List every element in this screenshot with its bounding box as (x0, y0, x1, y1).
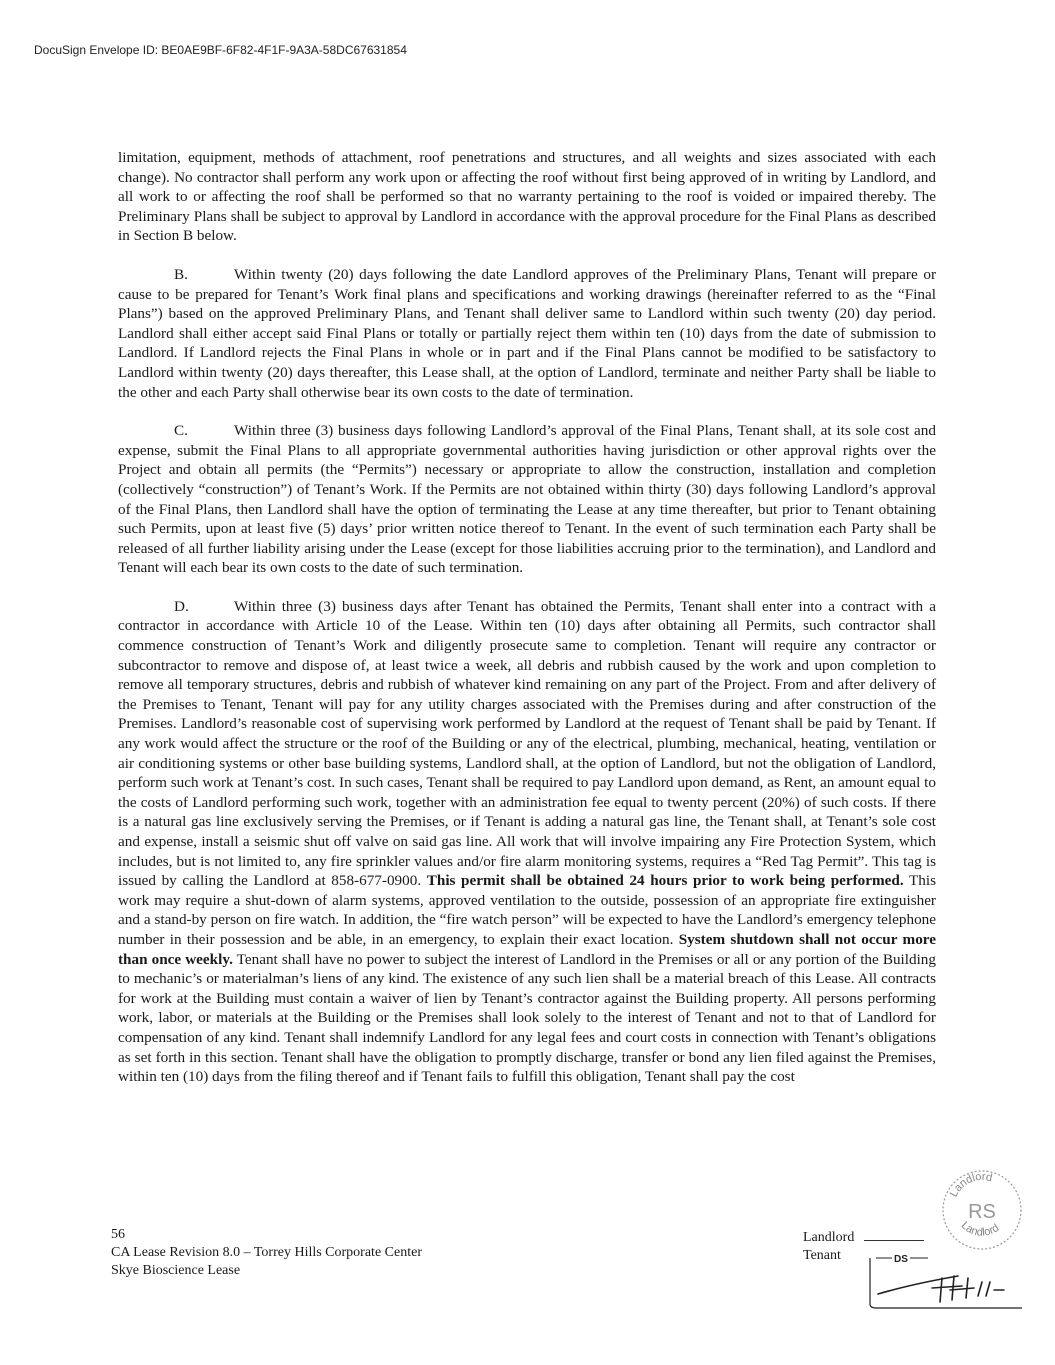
landlord-label: Landlord (803, 1230, 855, 1245)
ds-label: DS (894, 1254, 908, 1265)
paragraph-b-text: Within twenty (20) days following the date Landlord approves of the Preliminary Plans, Tenant will prepare or cause to be prepared for Tenant’s Work final plans and specifications and working drawings (hereinafter referred to as the “Final Plans”) based on the approved Preliminary Plans, and Tenant shall deliver same to Landlord within such twenty (20) day period. Landlord shall either accept said Final Plans or totally or partially reject them within ten (10) days from the date of submission to Landlord. If Landlord rejects the Final Plans in whole or in part and if the Final Plans cannot be modified to be satisfactory to Landlord within twenty (20) days thereafter, this Lease shall, at the option of Landlord, terminate and neither Party shall be liable to the other and each Party shall otherwise bear its own costs to the date of termination. (118, 265, 936, 401)
paragraph-d-text-3: Tenant shall have no power to subject the interest of Landlord in the Premises or all or any portion of the Building to mechanic’s or materialman’s liens of any kind. The existence of any such lien shall be a material breach of this Lease. All contracts for work at the Building must contain a waiver of lien by Tenant’s contractor against the Building property. All persons performing work, labor, or materials at the Building or the Premises shall look solely to the interest of Tenant and not to that of Landlord for compensation of any kind. Tenant shall indemnify Landlord for any legal fees and court costs in connection with Tenant’s obligations as set forth in this section. Tenant shall have the obligation to promptly discharge, transfer or bond any lien filed against the Premises, within ten (10) days from the filing thereof and if Tenant fails to fulfill this obligation, Tenant shall pay the cost (118, 950, 936, 1086)
seal-ring-text-top: Landlord (947, 1170, 994, 1200)
svg-text:Landlord (948, 1171, 994, 1199)
footer-left (111, 1226, 422, 1280)
seal-ring-text-bottom: Landlord (958, 1219, 1002, 1239)
tenant-docusign-initials (862, 1246, 1032, 1316)
paragraph-d-text-2: This work may require a shut-down of alarm systems, approved ventilation to the outside, possession of an appropriate fire extinguisher and a stand-by person on fire watch. In addition, the “fire watch person” will be expected to have the Landlord’s emergency telephone number in their possession and be able, in an emergency, to explain their exact location. (118, 872, 936, 948)
lease-revision: CA Lease Revision 8.0 – Torrey Hills Corporate Center (111, 1245, 422, 1260)
permit-notice-bold: This permit shall be obtained 24 hours prior to work being performed. (426, 872, 904, 890)
section-letter-c: C. (174, 422, 188, 440)
shutdown-notice-bold: System shutdown shall not occur more than once weekly. (118, 930, 936, 968)
landlord-initial-line (864, 1240, 924, 1241)
page-number: 56 (111, 1227, 125, 1242)
docusign-envelope-id: DocuSign Envelope ID: BE0AE9BF-6F82-4F1F-9A3A-58DC67631854 (34, 43, 407, 57)
handwritten-initials-icon (878, 1276, 1004, 1302)
paragraph-d-text-1: Within three (3) business days after Tenant has obtained the Permits, Tenant shall enter into a contract with a contractor in accordance with Article 10 of the Lease. Within ten (10) days after obtaining all Permits, such contractor shall commence construction of Tenant’s Work and diligently prosecute same to completion. Tenant will require any contractor or subcontractor to remove and dispose of, at least twice a week, all debris and rubbish caused by the work and upon completion to remove all temporary structures, debris and rubbish of whatever kind remaining on any part of the Project. From and after delivery of the Premises to Tenant, Tenant will pay for any utility charges associated with the Premises during and after construction of the Premises. Landlord’s reasonable cost of supervising work performed by Landlord at the request of Tenant shall be paid by Tenant. If any work would affect the structure or the roof of the Building or any of the electrical, plumbing, mechanical, heating, ventilation or air conditioning systems or other base building systems, Landlord shall, at the option of Landlord, but not the obligation of Landlord, perform such work at Tenant’s cost. In such cases, Tenant shall be required to pay Landlord upon demand, as Rent, an amount equal to the costs of Landlord performing such work, together with an administration fee equal to twenty percent (20%) of such costs. If there is a natural gas line exclusively serving the Premises, or if Tenant is adding a natural gas line, the Tenant shall, at Tenant’s sole cost and expense, install a seismic shut off valve on said gas line. All work that will involve impairing any Fire Protection System, which includes, but is not limited to, any fire sprinkler values and/or fire alarm monitoring systems, requires a “Red Tag Permit”. This tag is issued by calling the Landlord at 858-677-0900. (118, 597, 936, 890)
section-letter-b: B. (174, 265, 188, 283)
paragraph-c (118, 421, 936, 578)
tenant-label: Tenant (803, 1248, 841, 1263)
landlord-initials-seal (940, 1168, 1024, 1252)
seal-initials: RS (968, 1201, 996, 1223)
paragraph-continuation: limitation, equipment, methods of attachment, roof penetrations and structures, and all weights and sizes associated with each change). No contractor shall perform any work upon or affecting the roof without first being approved of in writing by Landlord, and all work to or affecting the roof shall be performed so that no warranty pertaining to the roof is voided or impaired thereby. The Preliminary Plans shall be subject to approval by Landlord in accordance with the approval procedure for the Final Plans as described in Section B below. (118, 149, 936, 245)
section-letter-d: D. (174, 597, 189, 615)
paragraph-d (118, 597, 936, 1087)
lease-name: Skye Bioscience Lease (111, 1263, 241, 1278)
lease-body (118, 148, 936, 1106)
paragraph-b (118, 265, 936, 402)
paragraph-c-text: Within three (3) business days following Landlord’s approval of the Final Plans, Tenant shall, at its sole cost and expense, submit the Final Plans to all appropriate governmental authorities having jurisdiction or other approval rights over the Project and obtain all permits (the “Permits”) necessary or appropriate to allow the construction, installation and completion (collectively “construction”) of Tenant’s Work. If the Permits are not obtained within thirty (30) days following Landlord’s approval of the Final Plans, then Landlord shall have the option of terminating the Lease at any time thereafter, but prior to Tenant obtaining such Permits, upon at least five (5) days’ prior written notice thereof to Tenant. In the event of such termination each Party shall be released of all further liability arising under the Lease (except for those liabilities accruing prior to the termination), and Landlord and Tenant will each bear its own costs to the date of such termination. (118, 422, 936, 577)
